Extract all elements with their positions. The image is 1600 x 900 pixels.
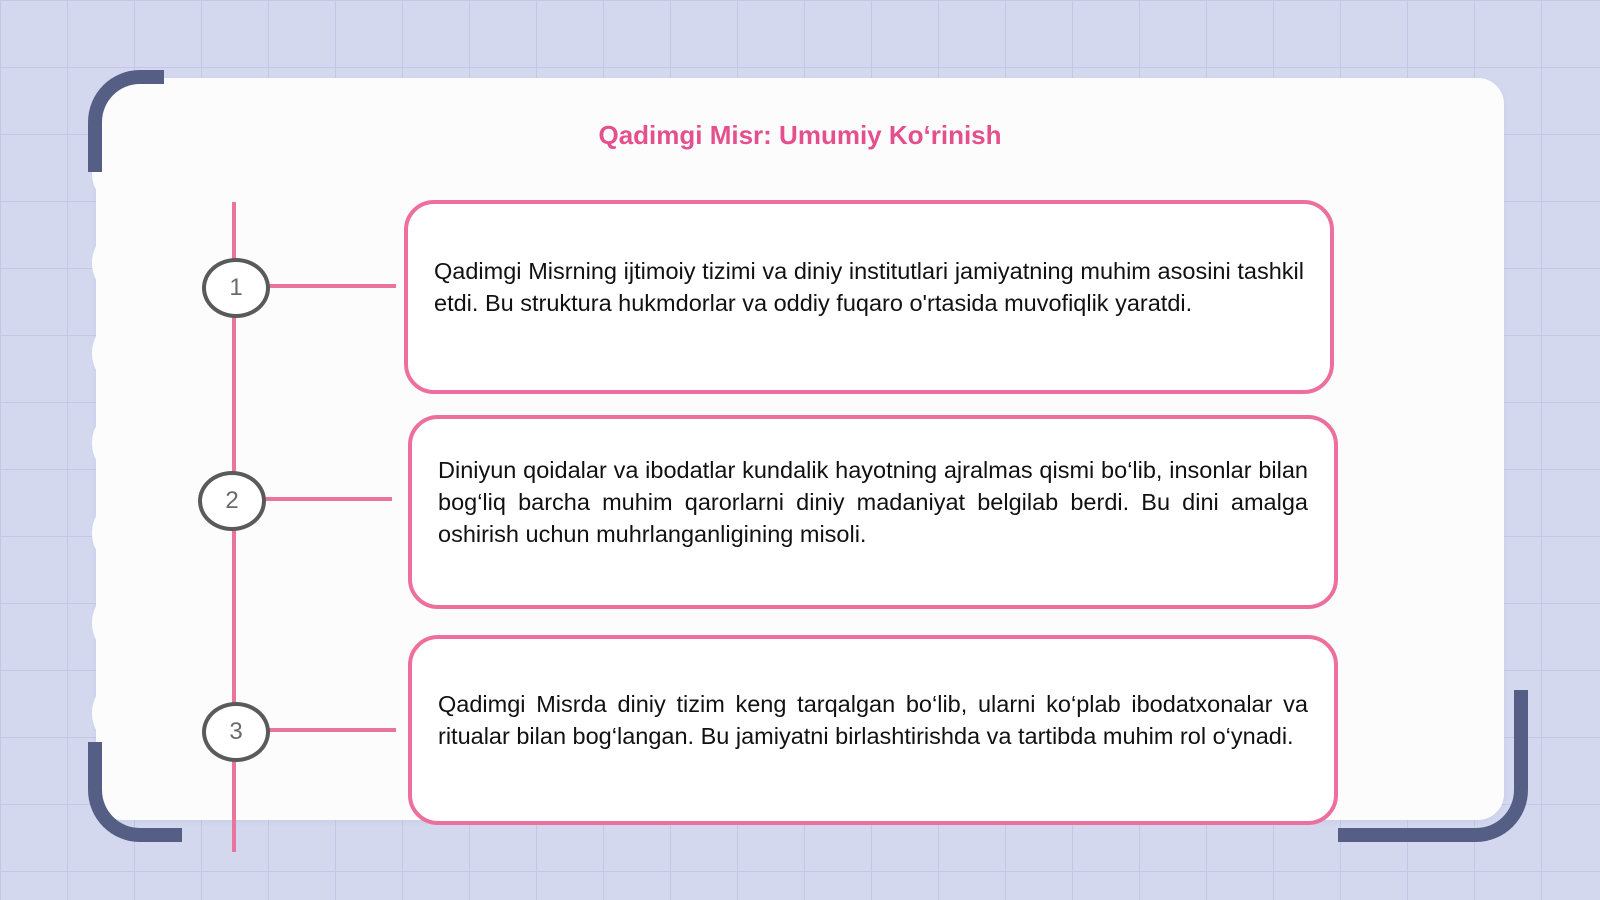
paper-scallop	[92, 687, 126, 739]
paper-scallop	[92, 327, 126, 379]
timeline-card-text: Diniyun qoidalar va ibodatlar kundalik hayotning ajralmas qismi bo‘lib, insonlar bilan bog‘liq barcha muhim qarorlarni diniy madaniyat belgilab berdi. Bu dini amalga oshirish uchun muhrlanganligining misoli.	[438, 457, 1308, 547]
paper-scallop	[92, 237, 126, 289]
paper-scallop	[92, 507, 126, 559]
timeline-marker-1: 1	[202, 258, 270, 318]
timeline-connector-2	[260, 497, 392, 501]
timeline-card-2	[408, 415, 1338, 609]
timeline-marker-2: 2	[198, 471, 266, 531]
paper-scallop	[92, 597, 126, 649]
corner-bracket-bottom-left	[88, 742, 182, 842]
timeline-card-text: Qadimgi Misrda diniy tizim keng tarqalgan bo‘lib, ularni ko‘plab ibodatxonalar va ritualar bilan bog‘langan. Bu jamiyatni birlashtirishda va tartibda muhim rol o‘ynadi.	[438, 691, 1308, 749]
paper-scallop	[92, 417, 126, 469]
corner-bracket-bottom-right	[1338, 690, 1528, 842]
timeline-card-1	[404, 200, 1334, 394]
slide-title: Qadimgi Misr: Umumiy Ko‘rinish	[598, 120, 1002, 150]
timeline-marker-3: 3	[202, 702, 270, 762]
timeline-card-3	[408, 635, 1338, 825]
timeline-connector-3	[264, 728, 396, 732]
timeline-card-text: Qadimgi Misrning ijtimoiy tizimi va diniy institutlari jamiyatning muhim asosini tashkil etdi. Bu struktura hukmdorlar va oddiy fuqaro o'rtasida muvofiqlik yaratdi.	[434, 258, 1304, 316]
timeline-connector-1	[264, 284, 396, 288]
